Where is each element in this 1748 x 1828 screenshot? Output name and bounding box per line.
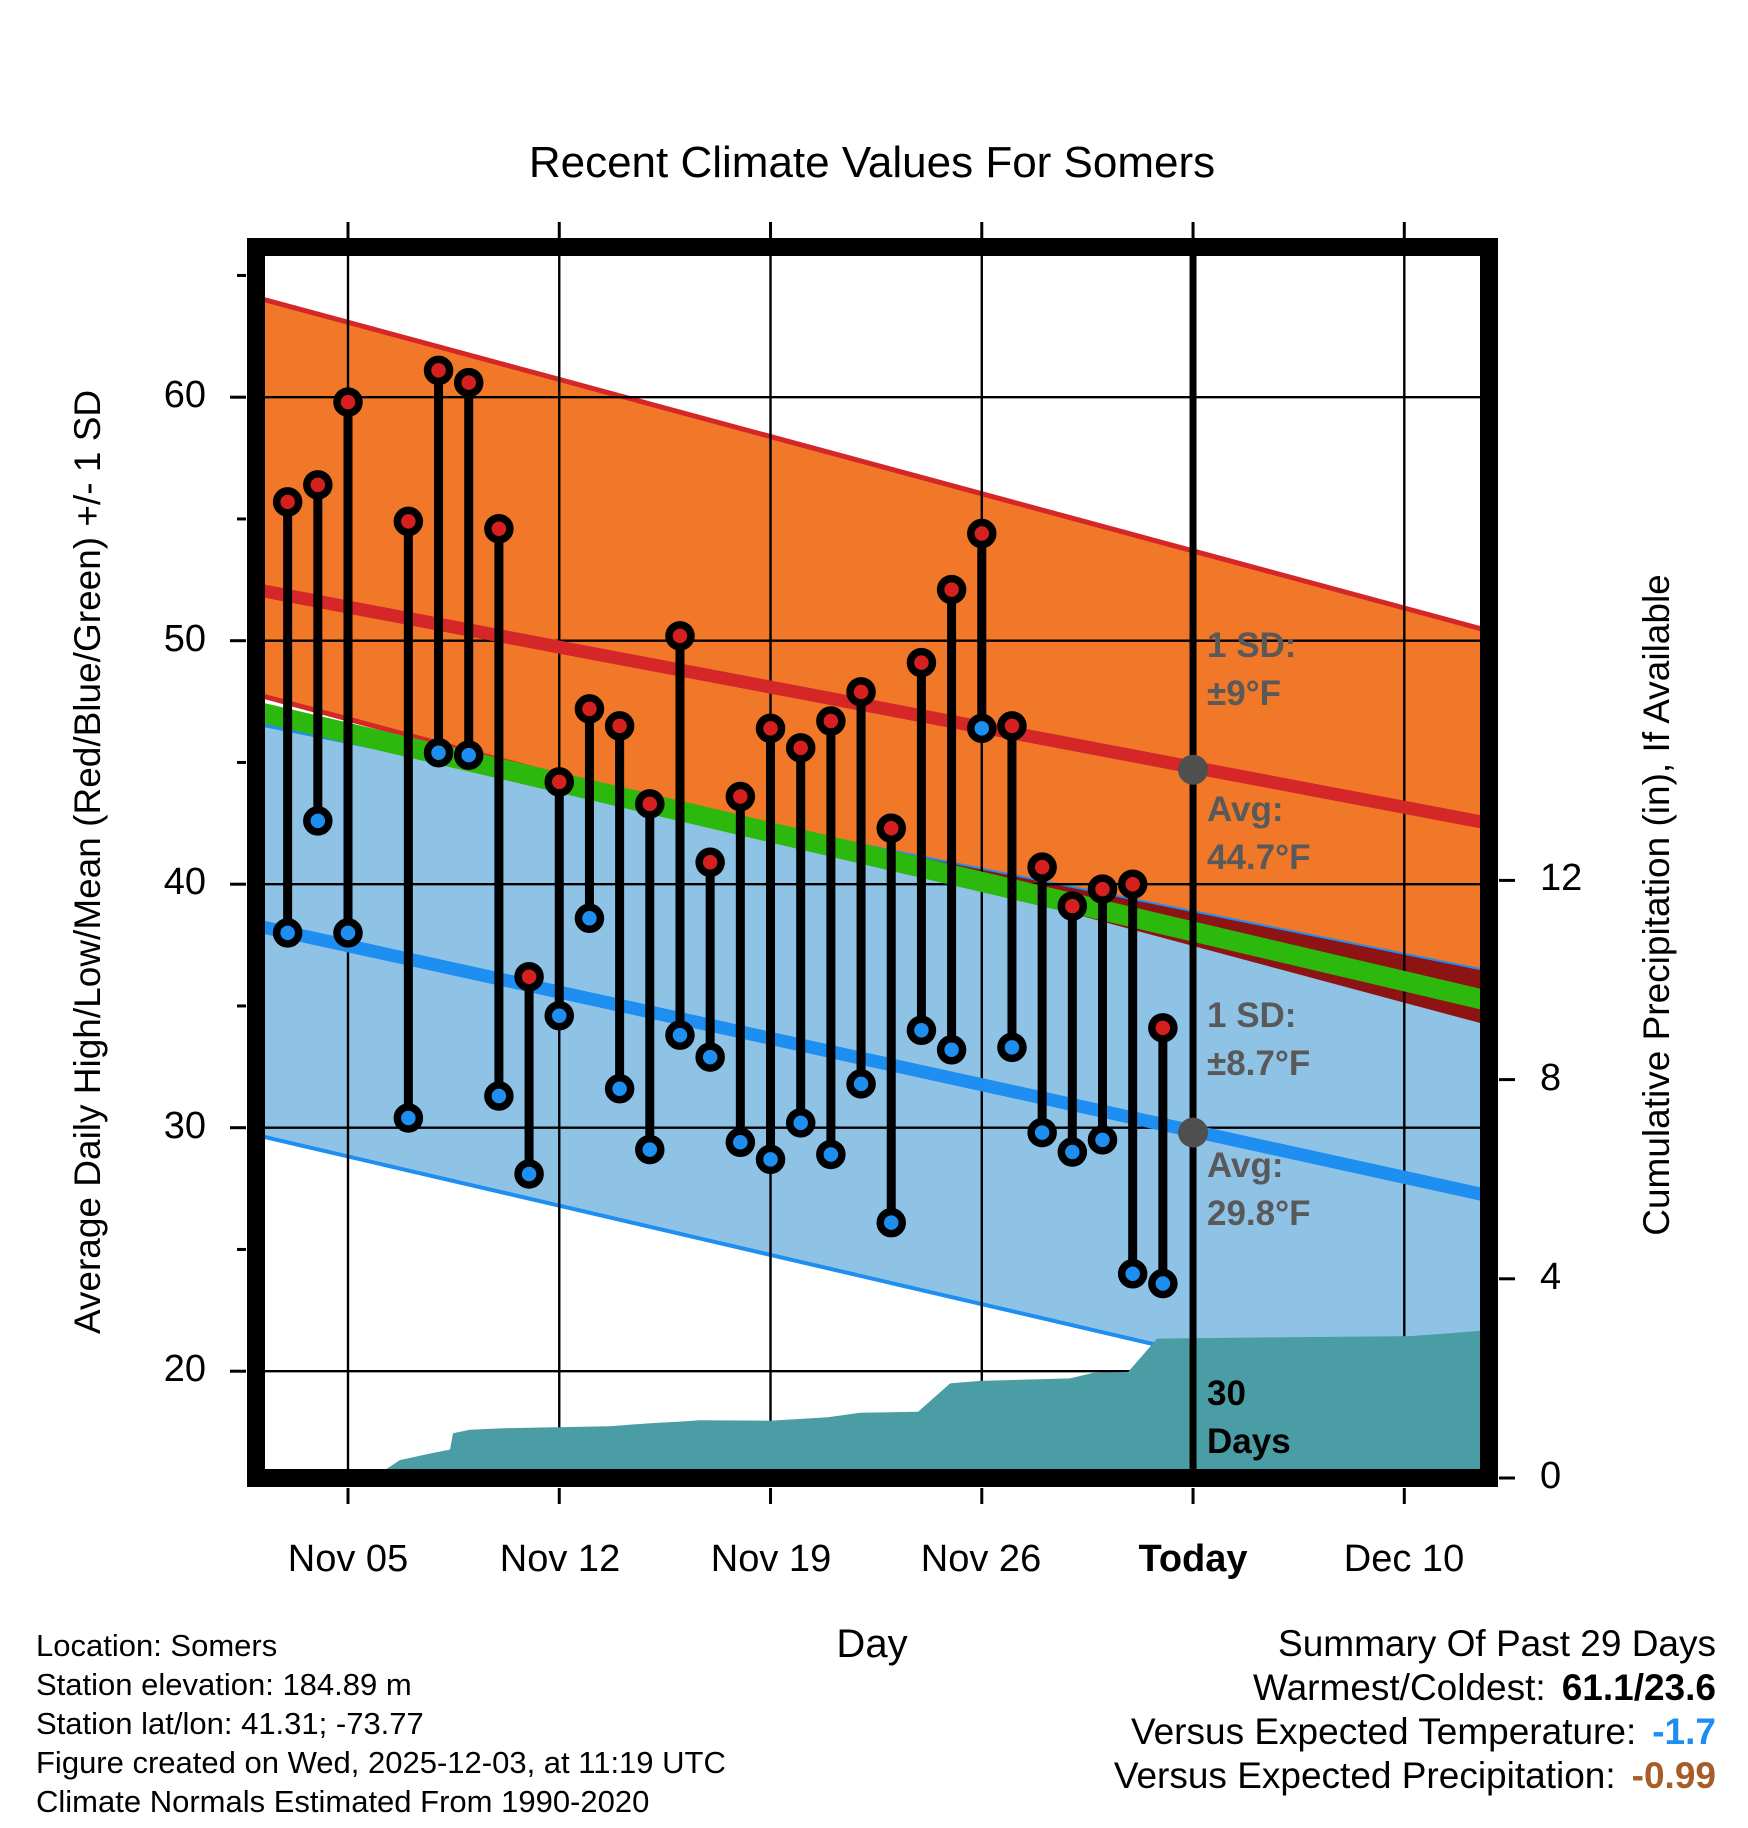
- x-tick-today: Today: [1138, 1538, 1248, 1580]
- summary-panel: [1114, 1622, 1716, 1798]
- annotation-low-avg-line2: 29.8°F: [1207, 1194, 1311, 1233]
- x-tick-nov12: Nov 12: [499, 1538, 621, 1580]
- meta-location: Location: Somers: [36, 1628, 278, 1663]
- annotation-low-sd: [1207, 992, 1310, 1088]
- meta-created: Figure created on Wed, 2025-12-03, at 11:19 UTC: [36, 1745, 726, 1780]
- annotation-window-line2: Days: [1207, 1422, 1291, 1461]
- annotation-window-line1: 30: [1207, 1374, 1246, 1413]
- summary-row-warmest-coldest: [1114, 1666, 1716, 1710]
- summary-vs-temperature-label: Versus Expected Temperature:: [1130, 1711, 1637, 1752]
- y-tick-30: 30: [163, 1105, 206, 1147]
- summary-row-vs-temperature: [1114, 1710, 1716, 1754]
- x-axis-label: Day: [836, 1622, 908, 1666]
- x-tick-nov26: Nov 26: [920, 1538, 1042, 1580]
- y-axis-right-label: Cumulative Precipitation (in), If Available: [1636, 574, 1677, 1236]
- summary-warmest-coldest-label: Warmest/Coldest:: [1253, 1667, 1546, 1708]
- page-title: Recent Climate Values For Somers: [528, 138, 1216, 187]
- annotation-low-sd-line2: ±8.7°F: [1207, 1044, 1311, 1083]
- annotation-high-avg-line2: 44.7°F: [1207, 838, 1311, 877]
- precip-tick-0: 0: [1540, 1455, 1562, 1497]
- summary-vs-precipitation-value: -0.99: [1631, 1755, 1716, 1796]
- figure-metadata: [36, 1626, 726, 1821]
- x-tick-dec10: Dec 10: [1343, 1538, 1465, 1580]
- y-tick-50: 50: [163, 618, 206, 660]
- meta-elevation: Station elevation: 184.89 m: [36, 1667, 412, 1702]
- precip-tick-12: 12: [1540, 857, 1583, 899]
- x-tick-nov19: Nov 19: [710, 1538, 832, 1580]
- annotation-low-avg-line1: Avg:: [1207, 1146, 1284, 1185]
- y-tick-40: 40: [163, 861, 206, 903]
- annotation-low-avg: [1207, 1142, 1311, 1238]
- summary-vs-temperature-value: -1.7: [1652, 1711, 1716, 1752]
- precip-tick-8: 8: [1540, 1057, 1562, 1099]
- annotation-high-sd-line1: 1 SD:: [1207, 626, 1297, 665]
- y-tick-60: 60: [163, 374, 206, 416]
- annotation-high-avg-line1: Avg:: [1207, 790, 1284, 829]
- summary-vs-precipitation-label: Versus Expected Precipitation:: [1113, 1755, 1616, 1796]
- y-tick-20: 20: [163, 1348, 206, 1390]
- summary-warmest-coldest-value: 61.1/23.6: [1561, 1667, 1716, 1708]
- meta-latlon: Station lat/lon: 41.31; -73.77: [36, 1706, 424, 1741]
- annotation-high-avg: [1207, 786, 1311, 882]
- precip-tick-4: 4: [1540, 1256, 1562, 1298]
- annotation-window: [1207, 1370, 1291, 1466]
- summary-title: Summary Of Past 29 Days: [1278, 1623, 1716, 1664]
- annotation-high-sd: [1207, 622, 1296, 718]
- x-tick-nov05: Nov 05: [287, 1538, 409, 1580]
- annotation-low-sd-line1: 1 SD:: [1207, 996, 1297, 1035]
- meta-normals: Climate Normals Estimated From 1990-2020: [36, 1784, 650, 1819]
- summary-row-vs-precipitation: [1114, 1754, 1716, 1798]
- y-axis-left-label: Average Daily High/Low/Mean (Red/Blue/Green) +/- 1 SD: [67, 389, 108, 1335]
- annotation-high-sd-line2: ±9°F: [1207, 674, 1282, 713]
